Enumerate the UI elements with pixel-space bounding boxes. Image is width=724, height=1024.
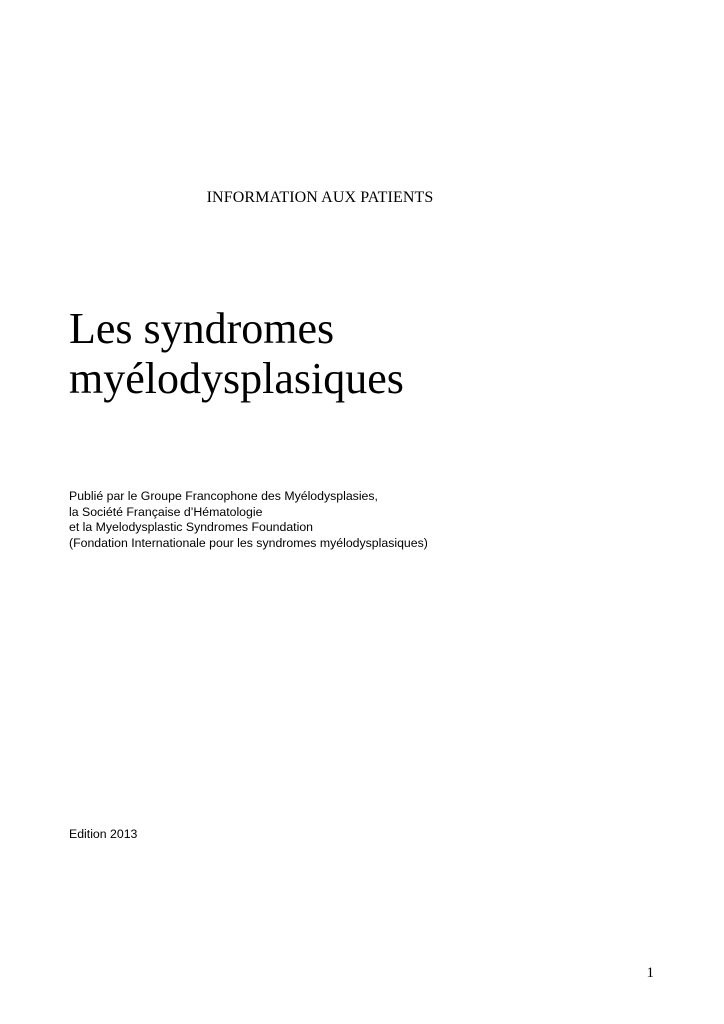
publisher-line: Publié par le Groupe Francophone des Myélodysplasies, [69, 489, 378, 503]
edition-label: Edition 2013 [69, 827, 138, 841]
title-line-1: Les syndromes [69, 304, 335, 353]
publisher-block [69, 489, 428, 551]
publisher-line: (Fondation Internationale pour les syndromes myélodysplasiques) [69, 535, 428, 550]
publisher-line: la Société Française d’Hématologie [69, 504, 263, 519]
title-line-2: myélodysplasiques [69, 354, 404, 403]
document-title [69, 304, 404, 404]
page-number: 1 [646, 965, 654, 981]
publisher-line: et la Myelodysplastic Syndromes Foundation [69, 520, 314, 534]
document-header-label: INFORMATION AUX PATIENTS [206, 189, 434, 206]
